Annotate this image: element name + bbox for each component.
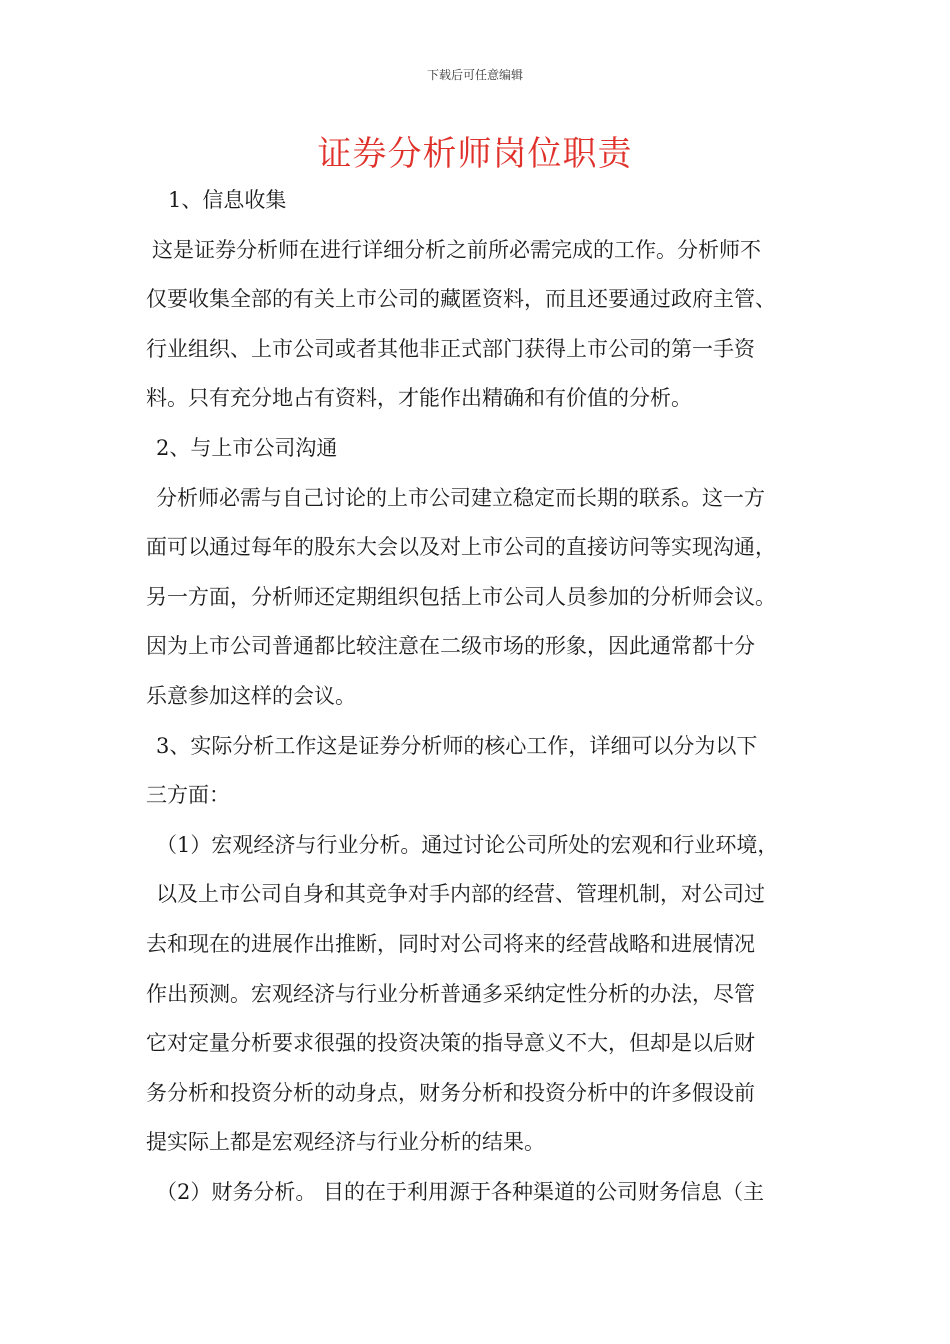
paragraph-line: 面可以通过每年的股东大会以及对上市公司的直接访问等实现沟通，	[146, 535, 776, 560]
section-heading-2: 2、与上市公司沟通	[156, 435, 338, 460]
document-title: 证券分析师岗位职责	[317, 134, 633, 174]
subsection-heading-1: （1）宏观经济与行业分析。通过讨论公司所处的宏观和行业环境，	[156, 832, 779, 857]
paragraph-line: 分析师必需与自己讨论的上市公司建立稳定而长期的联系。这一方	[156, 485, 765, 510]
paragraph-line: 去和现在的进展作出推断，同时对公司将来的经营战略和进展情况	[146, 931, 755, 956]
paragraph-line: 作出预测。宏观经济与行业分析普通多采纳定性分析的办法，尽管	[146, 981, 755, 1006]
paragraph-line: 三方面：	[146, 783, 230, 808]
document-body	[146, 176, 826, 1217]
paragraph-line: 以及上市公司自身和其竞争对手内部的经营、管理机制，对公司过	[156, 882, 765, 907]
paragraph-line: 仅要收集全部的有关上市公司的藏匿资料，而且还要通过政府主管、	[146, 287, 776, 312]
paragraph-line: 另一方面，分析师还定期组织包括上市公司人员参加的分析师会议。	[146, 584, 776, 609]
paragraph-line: 料。只有充分地占有资料，才能作出精确和有价值的分析。	[146, 386, 692, 411]
subsection-heading-2: （2）财务分析。 目的在于利用源于各种渠道的公司财务信息（主	[156, 1179, 765, 1204]
paragraph-line: 因为上市公司普通都比较注意在二级市场的形象，因此通常都十分	[146, 634, 755, 659]
header-note: 下载后可任意编辑	[426, 68, 523, 82]
paragraph-line: 这是证券分析师在进行详细分析之前所必需完成的工作。分析师不	[152, 237, 761, 262]
paragraph-line: 提实际上都是宏观经济与行业分析的结果。	[146, 1130, 545, 1155]
paragraph-line: 行业组织、上市公司或者其他非正式部门获得上市公司的第一手资	[146, 336, 755, 361]
paragraph-line: 务分析和投资分析的动身点，财务分析和投资分析中的许多假设前	[146, 1080, 755, 1105]
section-heading-1: 1、信息收集	[168, 188, 287, 212]
section-heading-3: 3、实际分析工作这是证券分析师的核心工作，详细可以分为以下	[156, 733, 758, 758]
paragraph-line: 它对定量分析要求很强的投资决策的指导意义不大，但却是以后财	[146, 1031, 755, 1056]
paragraph-line: 乐意参加这样的会议。	[146, 683, 356, 708]
